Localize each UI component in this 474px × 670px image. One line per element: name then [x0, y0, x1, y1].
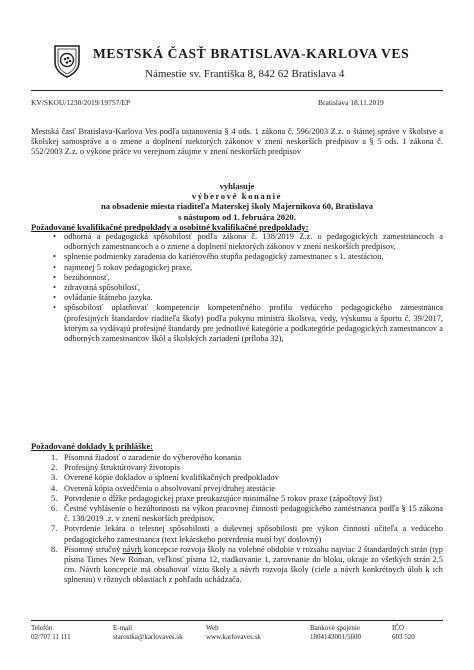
announcement-block	[31, 181, 443, 222]
bullet-icon: •	[53, 283, 56, 293]
announcement-verb: vyhlasuje	[219, 181, 255, 191]
header-divider	[31, 90, 443, 91]
organization-address: Námestie sv. Františka 8, 842 62 Bratislava 4	[145, 68, 345, 80]
footer-web: Web www.karlovaves.sk	[206, 624, 261, 641]
list-item: • bezúhonnosť,	[53, 272, 110, 282]
organization-name: MESTSKÁ ČASŤ BRATISLAVA-KARLOVA VES	[93, 46, 410, 61]
list-item: • splnenie podmienky zaradenia do kariérového stupňa pedagogický zamestnanec s 1. atestáciou,	[53, 252, 384, 262]
list-item: 4. Overená kópia osvedčenia o absolvovaní prvej/druhej atestácie	[51, 483, 276, 493]
list-item: 5. Potvrdenie o dĺžke pedagogickej praxe preukazujúce minimálne 5 rokov praxe (zápočtový list)	[51, 493, 382, 503]
list-item: • zdravotná spôsobilosť,	[53, 283, 141, 293]
list-item: 2. Profesijný štruktúrovaný životopis	[51, 463, 180, 473]
list-item: • spôsobilosť uplatňovať kompetencie kompetenčného profilu vedúceho pedagogického zamestnanca (profesijných štandardov riaditeľa školy) podľa pokynu ministra školstva, vedy, výskumu a športu č. 39/2017, ktorým sa vydávajú profesijné štandardy pre jednotlivé kategórie a podkategórie pedagogických zamestnancov a odborných zamestnancov škôl a školských zariadení (príloha 32),	[53, 303, 443, 344]
list-item: • najmenej 5 rokov pedagogickej praxe,	[53, 262, 193, 272]
bullet-icon: •	[53, 272, 56, 282]
list-item: 6. Čestné vyhlásenie o bezúhonnosti na výkon pracovnej činnosti pedagogického zamestnanca podľa § 15 zákona č. 138/2019 .z. v znení neskorších predpisov.	[51, 504, 443, 524]
list-item: 7. Potvrdenie lekára o telesnej spôsobilosti a duševnej spôsobilosti pre výkon činností učiteľa a vedúceho pedagogického zamestnanca (text lekárskeho potvrdenia musí byť doslovný)	[51, 524, 443, 544]
list-item: 8. Písomný stručný návrh koncepcie rozvoja školy na volebné obdobie v rozsahu najviac 2 štandardných strán (typ písma Times New Roman, veľkosť písma 12, riadkovanie 1, zarovnanie do bloku, okraje zo všetkých strán 2,5 cm. Návrh koncepcie má obsahovať víziu školy a návrh rozvoja školy (ciele a návrh konkrétnych úloh k ich splneniu) v rôznych oblastiach z pohľadu uchádzača.	[51, 544, 443, 585]
list-item: 1. Písomná žiadosť o zaradenie do výberového konania	[51, 453, 242, 462]
announcement-start-date: s nástupom od 1. februára 2020.	[178, 211, 296, 222]
announcement-position: na obsadenie miesta riaditeľa Materskej školy Majerníkova 60, Bratislava	[100, 201, 374, 212]
bullet-icon: •	[53, 262, 56, 272]
footer-bank: Bankové spojenie 1804143001/5600	[310, 624, 361, 641]
list-item: 3. Overené kópie dokladov o splnení kvalifikačných predpokladov	[51, 473, 279, 483]
reference-number: KV/SKOU/1230/2019/19757/EP	[31, 98, 131, 107]
requirements-list	[31, 232, 443, 344]
requirements-heading: Požadované kvalifikačné predpoklady a osobitné kvalifikačné predpoklady:	[31, 222, 309, 232]
list-item: • odborná a pedagogická spôsobilosť podľa zákona č. 138/2019 Z.z. o pedagogických zamestnancoch a odborných zamestnancoch a o zmene a doplnení niektorých zákonov v znení neskorších predpisov,	[53, 232, 443, 252]
coat-of-arms-logo	[52, 44, 82, 78]
footer-phone: Telefón 02/707 11 111	[31, 624, 71, 641]
document-date: Bratislava 18.11.2019	[318, 98, 384, 107]
bullet-icon: •	[53, 303, 56, 313]
intro-paragraph: Mestská časť Bratislava-Karlova Ves podľa ustanovenia § 4 ods. 1 zákona č. 596/2003 Z.z. o štátnej správe v školstve a školskej samospráve a o zmene a doplnení niektorých zákonov v znení neskorších predpisov a § 5 ods. 1 zákona č. 552/2003 Z.z. o výkone práce vo verejnom záujme v znení neskorších predpisov	[31, 127, 443, 157]
bullet-icon: •	[53, 252, 56, 262]
footer-divider	[31, 620, 443, 621]
concept-proposal-term: návrh	[122, 544, 142, 554]
bullet-icon: •	[53, 293, 56, 303]
list-item: • ovládanie štátneho jazyka.	[53, 293, 153, 303]
announcement-title: výberové konanie	[191, 191, 283, 202]
footer-email: E-mail starostka@karlovaves.sk	[113, 624, 183, 641]
documents-list	[31, 453, 443, 586]
footer-ico: IČO 603 520	[392, 624, 415, 641]
bullet-icon: •	[53, 232, 56, 241]
documents-heading: Požadované doklady k prihláške:	[31, 441, 154, 451]
